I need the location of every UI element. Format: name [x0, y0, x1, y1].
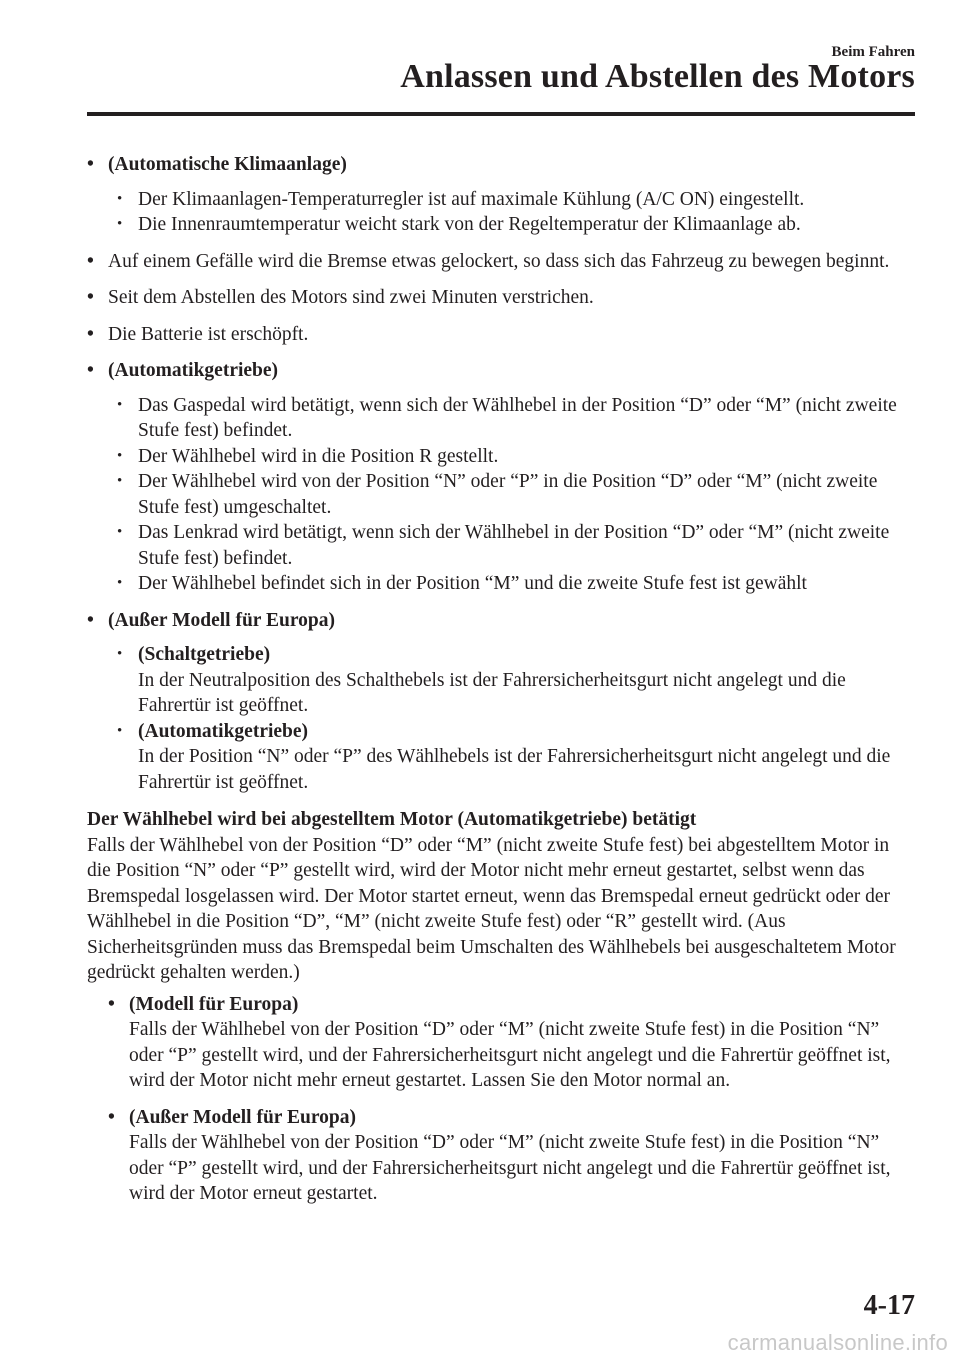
- bullet-label: (Außer Modell für Europa): [108, 609, 335, 631]
- bullet-dot-icon: •: [87, 609, 94, 631]
- sub-item: [108, 187, 917, 213]
- sub-dot-icon: •: [117, 396, 123, 413]
- sub-list: [108, 393, 917, 597]
- sub-item-text: Die Innenraumtemperatur weicht stark von der Regeltemperatur der Klimaanlage ab.: [138, 214, 801, 235]
- sub-dot-icon: •: [117, 216, 123, 232]
- header-section-label: Beim Fahren: [831, 44, 915, 60]
- sub-list: [108, 642, 917, 795]
- bullet-item: [87, 152, 917, 238]
- sub-dot-icon: •: [117, 722, 123, 739]
- bullet-dot-icon: •: [87, 250, 94, 272]
- bullet-item: [87, 322, 917, 348]
- sub-item: [108, 393, 917, 444]
- bullet-text: Falls der Wählhebel von der Position “D” oder “M” (nicht zweite Stufe fest) in die Position “N” oder “P” gestellt wird, und der Fahrersicherheitsgurt nicht angelegt und die Fahrertür geöffnet ist, wird der Motor erneut gestartet.: [129, 1132, 891, 1204]
- page-title: Anlassen und Abstellen des Motors: [400, 58, 915, 95]
- main-content: [87, 152, 917, 1218]
- sub-item: [108, 571, 917, 597]
- bullet-text: Seit dem Abstellen des Motors sind zwei Minuten verstrichen.: [108, 287, 594, 308]
- section-heading: Der Wählhebel wird bei abgestelltem Motor (Automatikgetriebe) betätigt: [87, 809, 697, 830]
- bullet-text: Falls der Wählhebel von der Position “D” oder “M” (nicht zweite Stufe fest) in die Position “N” oder “P” gestellt wird, und der Fahrersicherheitsgurt nicht angelegt und die Fahrertür geöffnet ist, wird der Motor nicht mehr erneut gestartet. Lassen Sie den Motor normal an.: [129, 1019, 891, 1091]
- bullet-label: (Modell für Europa): [129, 993, 299, 1015]
- bullet-item: [87, 358, 917, 597]
- sub-list: [108, 187, 917, 238]
- bullet-text: Auf einem Gefälle wird die Bremse etwas gelockert, so dass sich das Fahrzeug zu bewegen beginnt.: [108, 250, 890, 272]
- sub-item-text: Der Wählhebel befindet sich in der Position “M” und die zweite Stufe fest ist gewählt: [138, 573, 807, 594]
- sub-item-text: In der Neutralposition des Schalthebels ist der Fahrersicherheitsgurt nicht angelegt und die Fahrertür ist geöffnet.: [138, 669, 846, 716]
- bullet-item: [108, 1105, 917, 1207]
- header-divider: [87, 112, 915, 116]
- sub-item: [108, 469, 917, 520]
- sub-item-text: Das Lenkrad wird betätigt, wenn sich der Wählhebel in der Position “D” oder “M” (nicht zweite Stufe fest) befindet.: [138, 522, 890, 569]
- sub-item-text: Der Wählhebel wird in die Position R gestellt.: [138, 445, 499, 467]
- sub-item-text: Der Wählhebel wird von der Position “N” oder “P” in die Position “D” oder “M” (nicht zweite Stufe fest) umgeschaltet.: [138, 471, 878, 518]
- bullet-dot-icon: •: [87, 154, 94, 175]
- sub-dot-icon: •: [117, 524, 123, 540]
- sub-dot-icon: •: [117, 447, 123, 464]
- sub-item: [108, 642, 917, 719]
- sub-item-text: Der Klimaanlagen-Temperaturregler ist auf maximale Kühlung (A/C ON) eingestellt.: [138, 188, 805, 210]
- bullet-label: (Automatische Klimaanlage): [108, 154, 347, 175]
- sub-dot-icon: •: [117, 575, 123, 591]
- sub-dot-icon: •: [117, 646, 123, 662]
- bullet-label: (Außer Modell für Europa): [129, 1106, 356, 1128]
- bullet-dot-icon: •: [108, 993, 115, 1015]
- bullet-text: Die Batterie ist erschöpft.: [108, 323, 309, 345]
- sub-item-label: (Automatikgetriebe): [138, 720, 309, 742]
- section-paragraph: [87, 807, 917, 986]
- section-body: Falls der Wählhebel von der Position “D” oder “M” (nicht zweite Stufe fest) bei abgestelltem Motor in die Position “N” oder “P” gestellt wird, wird der Motor nicht mehr erneut gestartet, selbst wenn das Bremspedal losgelassen wird. Der Motor startet erneut, wenn das Bremspedal erneut gedrückt oder der Wählhebel in die Position “D”, “M” (nicht zweite Stufe fest) oder “R” gestellt wird. (Aus Sicherheitsgründen muss das Bremspedal beim Umschalten des Wählhebels bei ausgeschaltetem Motor gedrückt gehalten werden.): [87, 834, 896, 983]
- bullet-dot-icon: •: [87, 360, 94, 381]
- bullet-label: (Automatikgetriebe): [108, 360, 279, 381]
- bullet-item: [87, 249, 917, 275]
- bullet-dot-icon: •: [108, 1106, 115, 1128]
- bullet-dot-icon: •: [87, 287, 94, 308]
- bullet-item: [87, 285, 917, 311]
- sub-item: [108, 520, 917, 571]
- sub-item-text: Das Gaspedal wird betätigt, wenn sich der Wählhebel in der Position “D” oder “M” (nicht zweite Stufe fest) befindet.: [138, 394, 897, 441]
- sub-dot-icon: •: [117, 190, 123, 207]
- watermark: carmanualsonline.info: [727, 1330, 948, 1355]
- sub-item: [108, 212, 917, 238]
- bullet-item: [87, 608, 917, 796]
- sub-dot-icon: •: [117, 473, 123, 489]
- sub-item-label: (Schaltgetriebe): [138, 644, 271, 665]
- bullet-item: [108, 992, 917, 1094]
- sub-item: [108, 719, 917, 796]
- sub-item: [108, 444, 917, 470]
- sub-item-text: In der Position “N” oder “P” des Wählhebels ist der Fahrersicherheitsgurt nicht angelegt und die Fahrertür ist geöffnet.: [138, 746, 891, 793]
- bullet-dot-icon: •: [87, 323, 94, 345]
- page-number: 4-17: [863, 1290, 915, 1321]
